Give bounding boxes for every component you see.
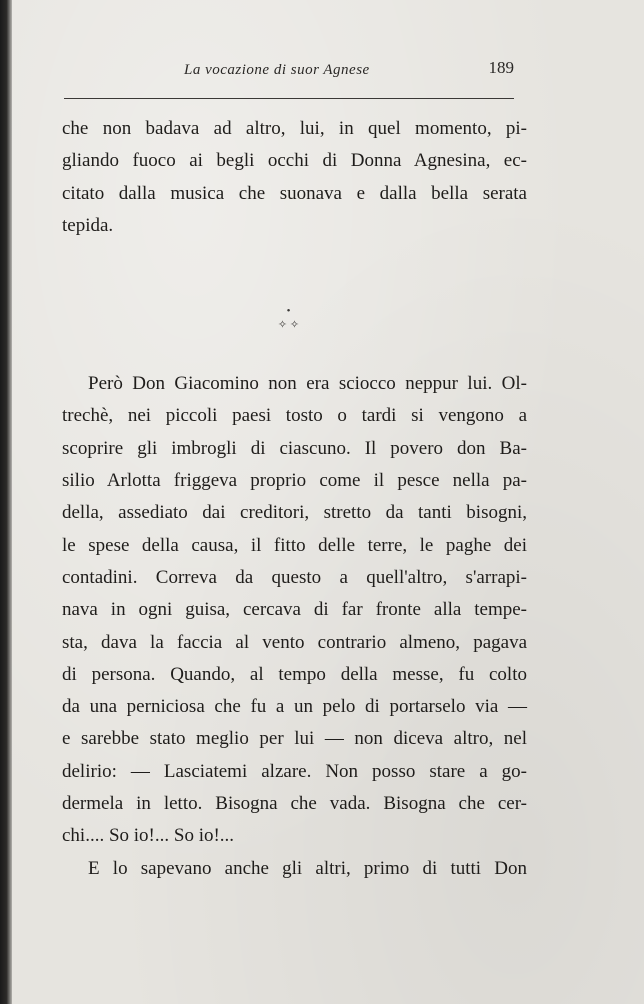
text-line: scoprire gli imbrogli di ciascuno. Il povero don Ba- [62, 437, 527, 459]
ornament-dot: • [286, 305, 291, 318]
text-line: nava in ogni guisa, cercava di far fronte alla tempe- [62, 599, 527, 621]
paragraph-2 [62, 368, 527, 852]
section-break-ornament [62, 304, 527, 332]
paragraph-3 [62, 853, 527, 885]
text-line: chi.... So io!... So io!... [62, 825, 235, 847]
ornament-stars: ✧ ✧ [277, 319, 300, 332]
text-line: silio Arlotta friggeva proprio come il pesce nella pa- [62, 470, 527, 492]
text-line: contadini. Correva da questo a quell'altro, s'arrapi- [62, 566, 527, 588]
text-line: E lo sapevano anche gli altri, primo di tutti Don [88, 857, 527, 879]
page-number: 189 [488, 58, 514, 77]
text-line: sta, dava la faccia al vento contrario almeno, pagava [62, 631, 527, 653]
book-spine-shadow [0, 0, 12, 1004]
text-line: che non badava ad altro, lui, in quel momento, pi- [62, 118, 527, 139]
text-line: da una perniciosa che fu a un pelo di portarselo via — [62, 696, 527, 718]
text-line: e sarebbe stato meglio per lui — non diceva altro, nel [62, 728, 527, 750]
page-header [64, 58, 514, 88]
section-spacer [62, 242, 527, 304]
text-line: citato dalla musica che suonava e dalla bella serata [62, 182, 527, 204]
text-line: Però Don Giacomino non era sciocco neppur lui. Ol- [88, 373, 527, 395]
text-line: delirio: — Lasciatemi alzare. Non posso stare a go- [62, 760, 527, 782]
text-line: dermela in letto. Bisogna che vada. Bisogna che cer- [62, 793, 527, 815]
text-line: trechè, nei piccoli paesi tosto o tardi si vengono a [62, 405, 527, 427]
running-title: La vocazione di suor Agnese [184, 62, 370, 78]
text-line: di persona. Quando, al tempo della messe, fu colto [62, 663, 527, 685]
paragraph-1 [62, 113, 527, 242]
body-text [62, 113, 527, 885]
text-line: le spese della causa, il fitto delle terre, le paghe dei [62, 534, 527, 556]
section-spacer [62, 332, 527, 368]
text-line: tepida. [62, 214, 114, 236]
text-line: della, assediato dai creditori, stretto da tanti bisogni, [62, 502, 527, 524]
header-rule [64, 98, 514, 99]
text-line: gliando fuoco ai begli occhi di Donna Agnesina, ec- [62, 150, 527, 172]
